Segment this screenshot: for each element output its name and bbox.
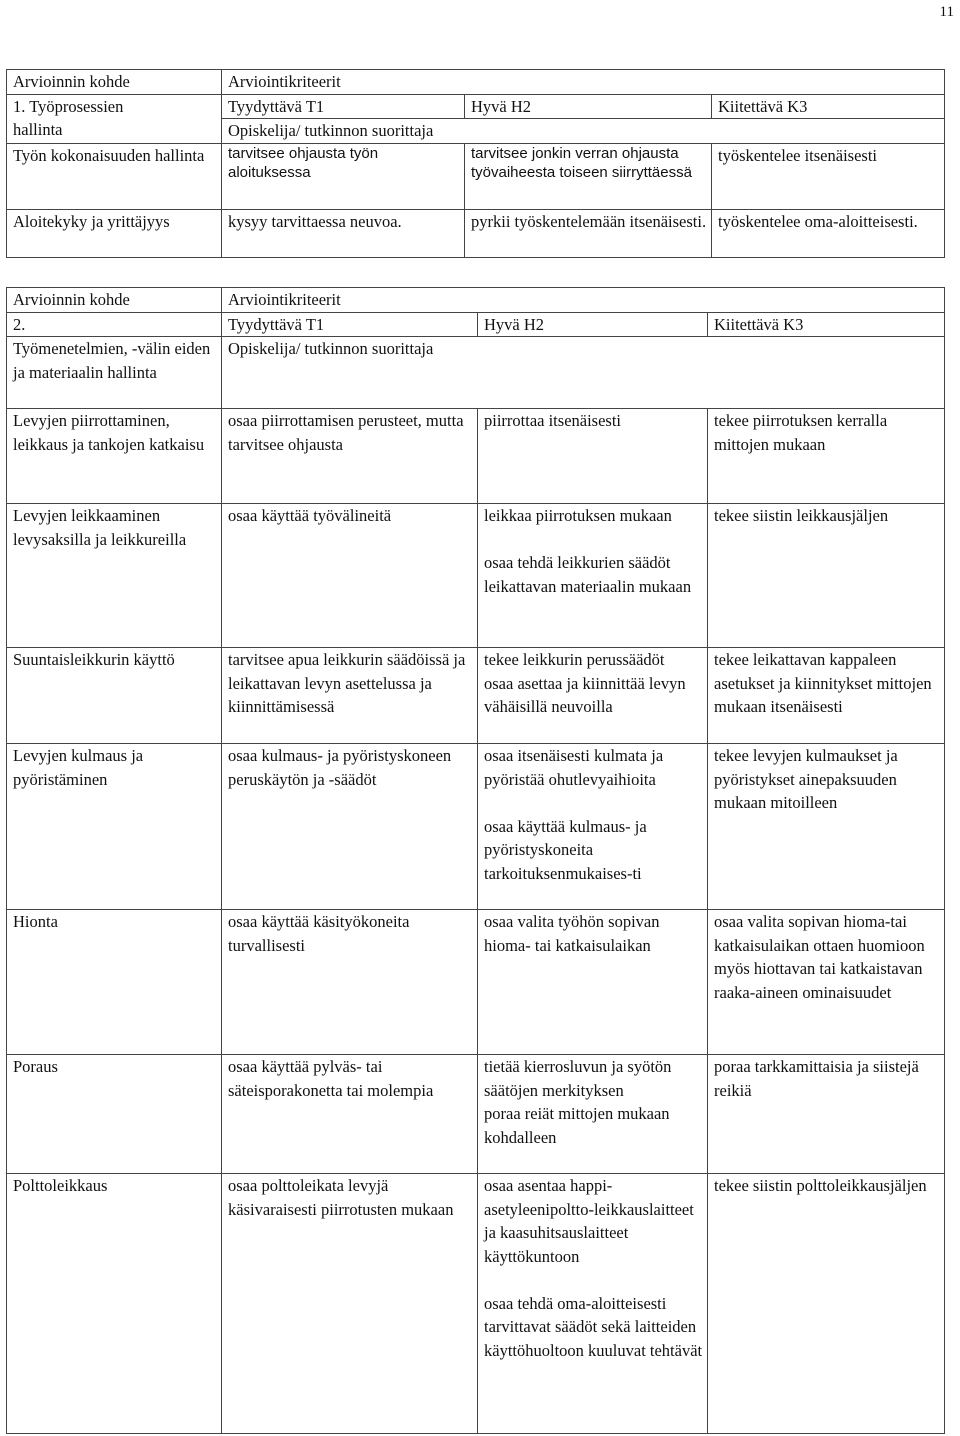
cell-t1: osaa kulmaus- ja pyöristyskoneen peruskäytön ja -säädöt bbox=[222, 744, 478, 910]
grade-h2-header: Hyvä H2 bbox=[465, 94, 712, 119]
cell-t1: osaa piirrottamisen perusteet, mutta tarvitsee ohjausta bbox=[222, 409, 478, 504]
cell-h2: tietää kierrosluvun ja syötön säätöjen merkityksen poraa reiät mittojen mukaan kohdalleen bbox=[478, 1055, 708, 1174]
grade-t1-header: Tyydyttävä T1 bbox=[222, 94, 465, 119]
criteria-table-1 bbox=[6, 69, 945, 258]
header-assessment-target: Arvioinnin kohde bbox=[7, 70, 222, 95]
cell-h2: pyrkii työskentelemään itsenäisesti. bbox=[465, 209, 712, 257]
section-number: 2. bbox=[7, 312, 222, 337]
cell-t1: tarvitsee ohjausta työn aloituksessa bbox=[222, 143, 465, 209]
grade-h2-header: Hyvä H2 bbox=[478, 312, 708, 337]
cell-t1: tarvitsee apua leikkurin säädöissä ja leikattavan levyn asettelussa ja kiinnittämisessä bbox=[222, 648, 478, 744]
cell-h2: osaa itsenäisesti kulmata ja pyöristää ohutlevyaihioita osaa käyttää kulmaus- ja pyöristyskoneita tarkoituksenmukaises-ti bbox=[478, 744, 708, 910]
grade-k3-header: Kiitettävä K3 bbox=[708, 312, 945, 337]
row-label: Polttoleikkaus bbox=[7, 1174, 222, 1434]
cell-k3: tekee piirrotuksen kerralla mittojen mukaan bbox=[708, 409, 945, 504]
cell-k3: osaa valita sopivan hioma-tai katkaisulaikan ottaen huomioon myös hiottavan tai katkaistavan raaka-aineen ominaisuudet bbox=[708, 910, 945, 1055]
cell-k3: työskentelee oma-aloitteisesti. bbox=[718, 211, 918, 231]
cell-k3: työskentelee itsenäisesti bbox=[712, 143, 945, 209]
row-label: Levyjen kulmaus ja pyöristäminen bbox=[7, 744, 222, 910]
grade-t1-header: Tyydyttävä T1 bbox=[222, 312, 478, 337]
grade-k3-header: Kiitettävä K3 bbox=[712, 94, 945, 119]
cell-t1: osaa käyttää käsityökoneita turvallisesti bbox=[222, 910, 478, 1055]
cell-h2: osaa valita työhön sopivan hioma- tai katkaisulaikan bbox=[478, 910, 708, 1055]
cell-t1: osaa käyttää työvälineitä bbox=[222, 504, 478, 648]
cell-t1: kysyy tarvittaessa neuvoa. bbox=[222, 209, 465, 257]
cell-h2: osaa asentaa happi-asetyleenipoltto-leikkauslaitteet ja kaasuhitsauslaitteet käyttökuntoon osaa tehdä oma-aloitteisesti tarvittavat säädöt sekä laitteiden käyttöhuoltoon kuuluvat tehtävät bbox=[478, 1174, 708, 1434]
row-label: Suuntaisleikkurin käyttö bbox=[7, 648, 222, 744]
cell-t1: osaa käyttää pylväs- tai säteisporakonetta tai molempia bbox=[222, 1055, 478, 1174]
cell-h2: leikkaa piirrotuksen mukaan osaa tehdä leikkurien säädöt leikattavan materiaalin mukaan bbox=[478, 504, 708, 648]
criteria-table-2 bbox=[6, 287, 945, 1434]
cell-k3: tekee levyjen kulmaukset ja pyöristykset ainepaksuuden mukaan mitoilleen bbox=[708, 744, 945, 910]
row-label: Työn kokonaisuuden hallinta bbox=[7, 143, 222, 209]
row-label: Levyjen leikkaaminen levysaksilla ja leikkureilla bbox=[7, 504, 222, 648]
section-title-b: hallinta bbox=[13, 120, 63, 139]
header-assessment-target: Arvioinnin kohde bbox=[7, 288, 222, 313]
cell-h2: piirrottaa itsenäisesti bbox=[478, 409, 708, 504]
cell-h2: tekee leikkurin perussäädöt osaa asettaa ja kiinnittää levyn vähäisillä neuvoilla bbox=[478, 648, 708, 744]
header-criteria: Arviointikriteerit bbox=[222, 288, 945, 313]
row-label: Levyjen piirrottaminen, leikkaus ja tankojen katkaisu bbox=[7, 409, 222, 504]
row-label: Poraus bbox=[7, 1055, 222, 1174]
section-title-a: 1. Työprosessien bbox=[13, 96, 124, 116]
header-criteria: Arviointikriteerit bbox=[222, 70, 945, 95]
section-title: Työmenetelmien, -välin eiden ja materiaalin hallinta bbox=[7, 337, 222, 409]
row-label: Hionta bbox=[7, 910, 222, 1055]
row-label: Aloitekyky ja yrittäjyys bbox=[7, 209, 222, 257]
cell-k3: poraa tarkkamittaisia ja siistejä reikiä bbox=[708, 1055, 945, 1174]
subject-row: Opiskelija/ tutkinnon suorittaja bbox=[222, 337, 945, 409]
subject-row: Opiskelija/ tutkinnon suorittaja bbox=[222, 119, 945, 144]
cell-t1: osaa polttoleikata levyjä käsivaraisesti piirrotusten mukaan bbox=[222, 1174, 478, 1434]
page-number: 11 bbox=[939, 4, 954, 20]
section-title bbox=[7, 94, 222, 143]
cell-k3: tekee leikattavan kappaleen asetukset ja kiinnitykset mittojen mukaan itsenäisesti bbox=[708, 648, 945, 744]
cell-k3: tekee siistin leikkausjäljen bbox=[708, 504, 945, 648]
cell-k3: tekee siistin polttoleikkausjäljen bbox=[708, 1174, 945, 1434]
cell-h2: tarvitsee jonkin verran ohjausta työvaiheesta toiseen siirryttäessä bbox=[465, 143, 712, 209]
